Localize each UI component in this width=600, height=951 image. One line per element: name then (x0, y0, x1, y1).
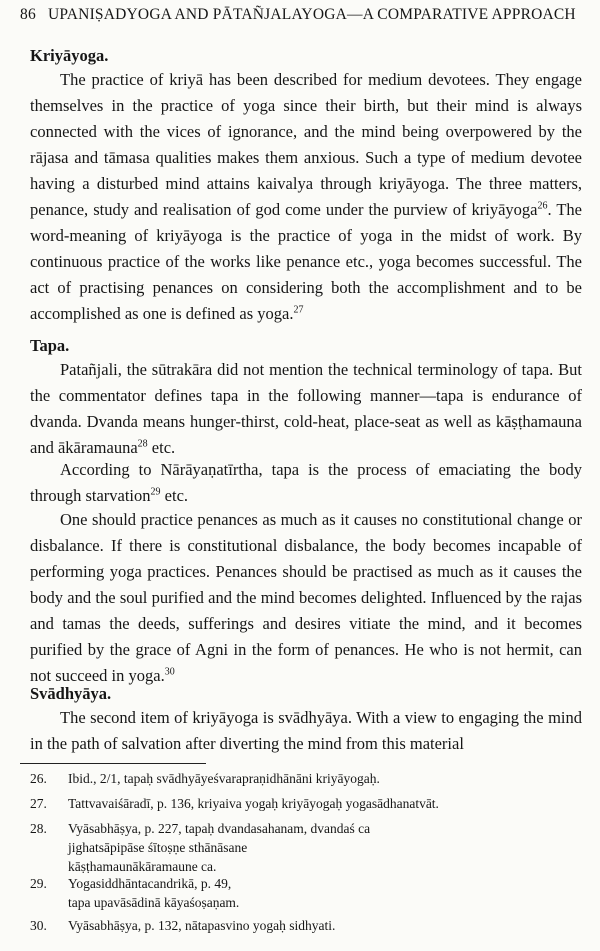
paragraph-tapa-definition (30, 357, 582, 461)
footnote-text: kāṣṭhamaunākāramaune ca. (68, 859, 217, 874)
paragraph-text: The second item of kriyāyoga is svādhyāya. With a view to engaging the mind in the path of salvation after diverting the mind from this material (30, 708, 582, 753)
footnote-text: Ibid., 2/1, tapaḥ svādhyāyeśvarapraṇidhānāni kriyāyogaḥ. (68, 771, 380, 786)
footnote-number: 27. (30, 796, 47, 811)
footnote-ref: 29 (150, 486, 161, 498)
footnote-ref: 28 (137, 438, 148, 450)
footnote-number: 26. (30, 771, 47, 786)
footnote-text: jighatsāpipāse śītoṣṇe sthānāsane (68, 840, 248, 855)
paragraph-text: Patañjali, the sūtrakāra did not mention the technical terminology of tapa. But the commentator defines tapa in the following manner—tapa is endurance of dvanda. Dvanda means hunger-thirst, cold-heat, place-seat as well as kāṣṭhamauna and ākāramauna (30, 360, 582, 457)
section-heading-tapa: Tapa. (30, 336, 70, 355)
footnote-ref: 30 (164, 666, 175, 678)
footnote-text: Vyāsabhāṣya, p. 227, tapaḥ dvandasahanam, dvandaś ca (68, 821, 371, 836)
footnote-number: 29. (30, 876, 47, 891)
paragraph-text: According to Nārāyaṇatīrtha, tapa is the process of emaciating the body through starvation (30, 460, 582, 505)
running-header (20, 6, 590, 24)
footnote-separator (20, 763, 206, 764)
paragraph-tapa-narayanatirtha (30, 457, 582, 509)
paragraph-text: The practice of kriyā has been described for medium devotees. They engage themselves in the practice of yoga since their birth, but their mind is always connected with the vices of ignorance, and the mind being overpowered by the rājasa and tāmasa qualities makes them anxious. Such a type of medium devotee having a disturbed mind attains kaivalya through kriyāyoga. The three matters, penance, study and realisation of god come under the purview of kriyāyoga (30, 70, 582, 219)
section-heading-kriyayoga: Kriyāyoga. (30, 46, 109, 65)
footnote-text: tapa upavāsādinā kāyaśoṣaṇam. (68, 895, 240, 910)
footnote-text: Yogasiddhāntacandrikā, p. 49, (68, 876, 232, 891)
paragraph-text: . The word-meaning of kriyāyoga is the practice of yoga in the midst of work. By continuous practice of the works like penance etc., yoga becomes successful. The act of practising penances on considering both the accomplishment and to be accomplished as one is defined as yoga. (30, 200, 582, 323)
footnote-text: Tattvavaiśāradī, p. 136, kriyaiva yogaḥ kriyāyogaḥ yogasādhanatvāt. (68, 796, 439, 811)
section-heading-svadhyaya: Svādhyāya. (30, 684, 112, 703)
paragraph-text: etc. (160, 486, 189, 505)
footnote-number: 30. (30, 918, 47, 933)
paragraph-text: etc. (147, 438, 176, 457)
footnote-ref: 26 (537, 200, 548, 212)
footnote-number: 28. (30, 821, 47, 836)
page-number: 86 (20, 6, 36, 23)
running-title: UPANIṢADYOGA AND PĀTAÑJALAYOGA—A COMPARATIVE APPROACH (47, 6, 576, 23)
paragraph-kriyayoga (30, 67, 582, 327)
paragraph-tapa-practice (30, 507, 582, 689)
paragraph-svadhyaya (30, 705, 582, 757)
footnote-text: Vyāsabhāṣya, p. 132, nātapasvino yogaḥ sidhyati. (68, 918, 336, 933)
paragraph-text: One should practice penances as much as it causes no constitutional change or disbalance. If there is constitutional disbalance, the body becomes incapable of performing yoga practices. Penances should be practised as much as it causes the body and the soul purified and the mind becomes delighted. Influenced by the rajas and tamas the deeds, sufferings and desires vitiate the mind, and it becomes purified by the grace of Agni in the form of penances. He who is not hermit, can not succeed in yoga. (30, 510, 582, 685)
footnote-ref: 27 (293, 304, 304, 316)
